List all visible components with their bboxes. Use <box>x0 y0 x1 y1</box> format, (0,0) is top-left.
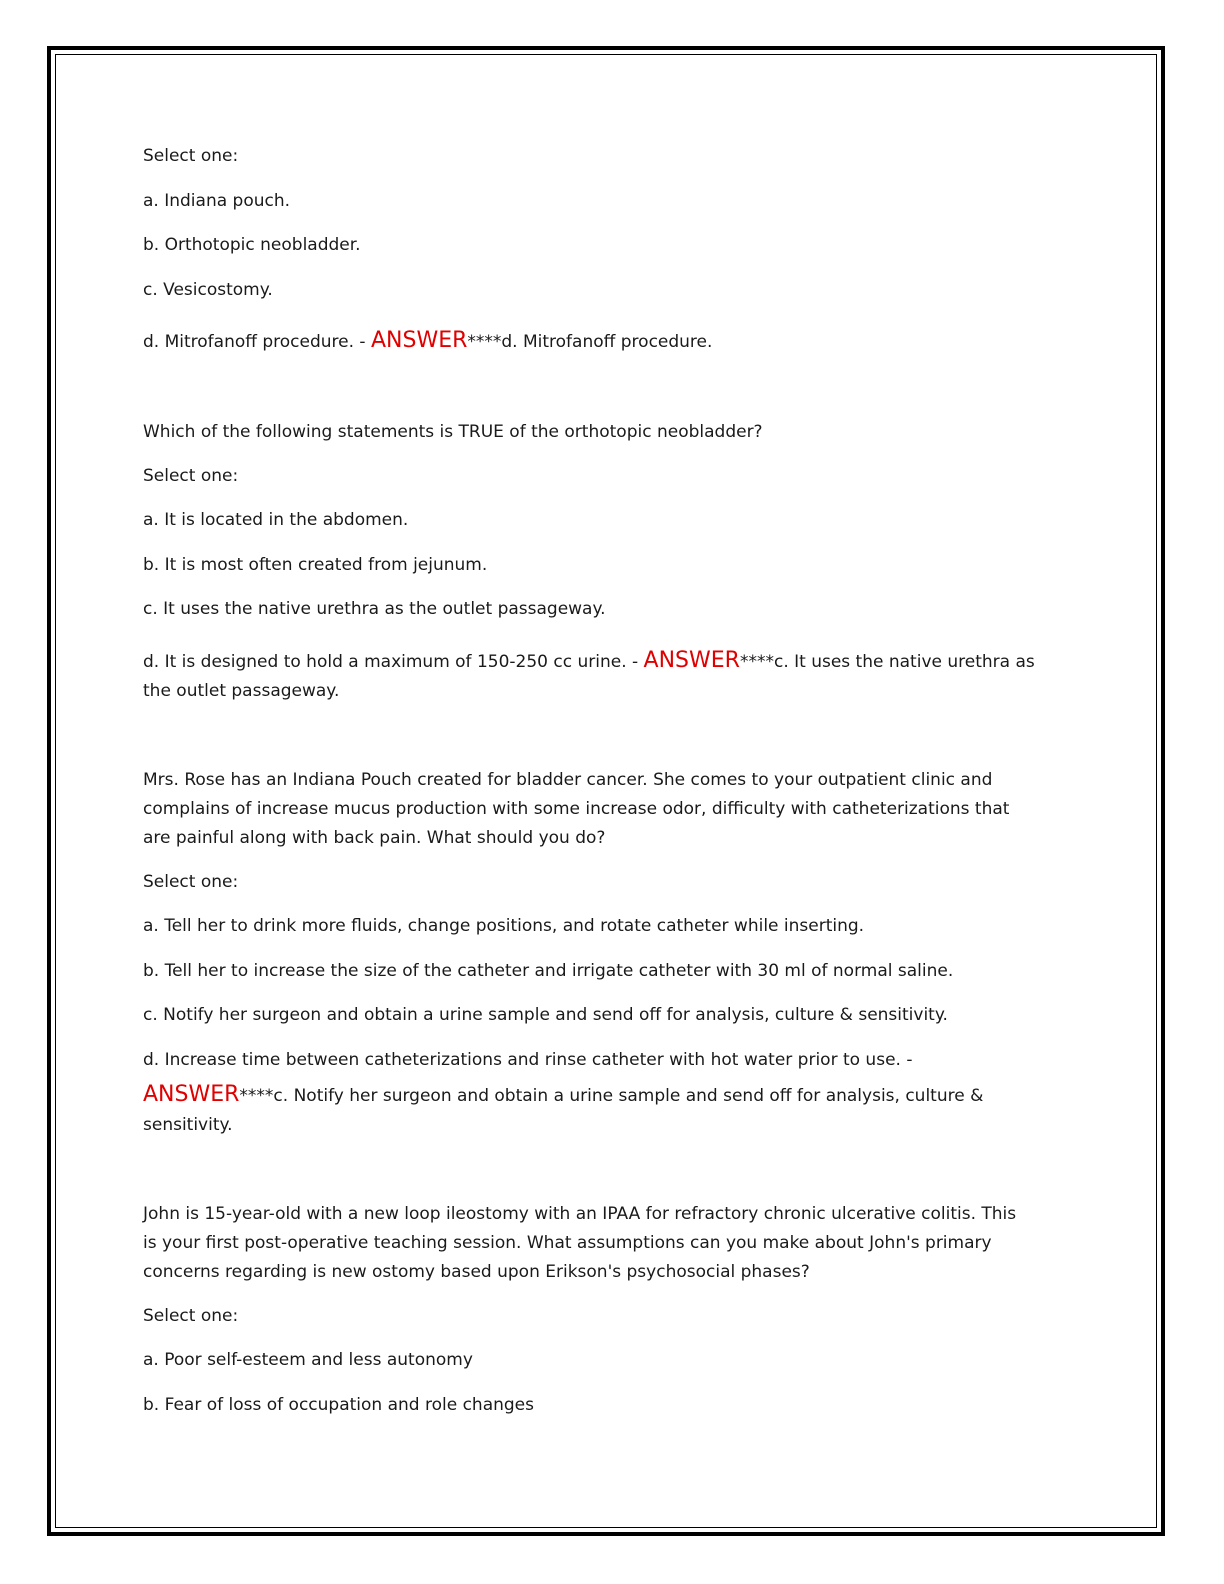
q4-option-b: b. Fear of loss of occupation and role changes <box>143 1395 534 1415</box>
q4-question-line-2: is your first post-operative teaching session. What assumptions can you make about John's primary <box>143 1233 992 1253</box>
q1-option-d-text: d. Mitrofanoff procedure. - <box>143 332 371 352</box>
q2-answer-continued: the outlet passageway. <box>143 681 340 701</box>
q3-option-c: c. Notify her surgeon and obtain a urine sample and send off for analysis, culture & sensitivity. <box>143 1005 948 1025</box>
q3-option-b: b. Tell her to increase the size of the catheter and irrigate catheter with 30 ml of normal saline. <box>143 961 954 981</box>
q4-question-line-1: John is 15-year-old with a new loop ileostomy with an IPAA for refractory chronic ulcerative colitis. This <box>143 1204 1017 1224</box>
q3-option-a: a. Tell her to drink more fluids, change positions, and rotate catheter while inserting. <box>143 916 865 936</box>
q3-option-d: d. Increase time between catheterizations and rinse catheter with hot water prior to use. - <box>143 1050 913 1070</box>
q2-option-c: c. It uses the native urethra as the outlet passageway. <box>143 599 606 619</box>
q2-answer-label: ANSWER <box>643 648 740 673</box>
q1-answer-label: ANSWER <box>370 328 468 353</box>
q3-question-line-1: Mrs. Rose has an Indiana Pouch created for bladder cancer. She comes to your outpatient clinic and <box>143 770 993 790</box>
q1-option-a: a. Indiana pouch. <box>143 191 291 211</box>
q4-select-prompt: Select one: <box>143 1306 239 1326</box>
q1-option-c: c. Vesicostomy. <box>143 280 273 300</box>
q3-answer-line <box>143 1080 1083 1111</box>
q1-answer-text: ****d. Mitrofanoff procedure. <box>467 332 713 352</box>
q3-select-prompt: Select one: <box>143 872 239 892</box>
q2-option-b: b. It is most often created from jejunum. <box>143 555 488 575</box>
q3-question-line-3: are painful along with back pain. What should you do? <box>143 828 606 848</box>
q3-answer-label: ANSWER <box>143 1082 240 1107</box>
q2-option-d <box>143 646 1083 677</box>
q1-select-prompt: Select one: <box>143 146 239 166</box>
q2-option-a: a. It is located in the abdomen. <box>143 510 409 530</box>
q3-answer-continued: sensitivity. <box>143 1115 233 1135</box>
q3-question-line-2: complains of increase mucus production with some increase odor, difficulty with catheterizations that <box>143 799 1010 819</box>
q1-option-d <box>143 326 1083 357</box>
q2-answer-text: ****c. It uses the native urethra as <box>739 652 1035 672</box>
q3-answer-text: ****c. Notify her surgeon and obtain a urine sample and send off for analysis, culture & <box>239 1086 984 1106</box>
q2-question: Which of the following statements is TRUE of the orthotopic neobladder? <box>143 422 763 442</box>
q4-question-line-3: concerns regarding is new ostomy based upon Erikson's psychosocial phases? <box>143 1262 810 1282</box>
q2-select-prompt: Select one: <box>143 466 239 486</box>
q4-option-a: a. Poor self-esteem and less autonomy <box>143 1350 473 1370</box>
q2-option-d-text: d. It is designed to hold a maximum of 150-250 cc urine. - <box>143 652 644 672</box>
q1-option-b: b. Orthotopic neobladder. <box>143 235 361 255</box>
